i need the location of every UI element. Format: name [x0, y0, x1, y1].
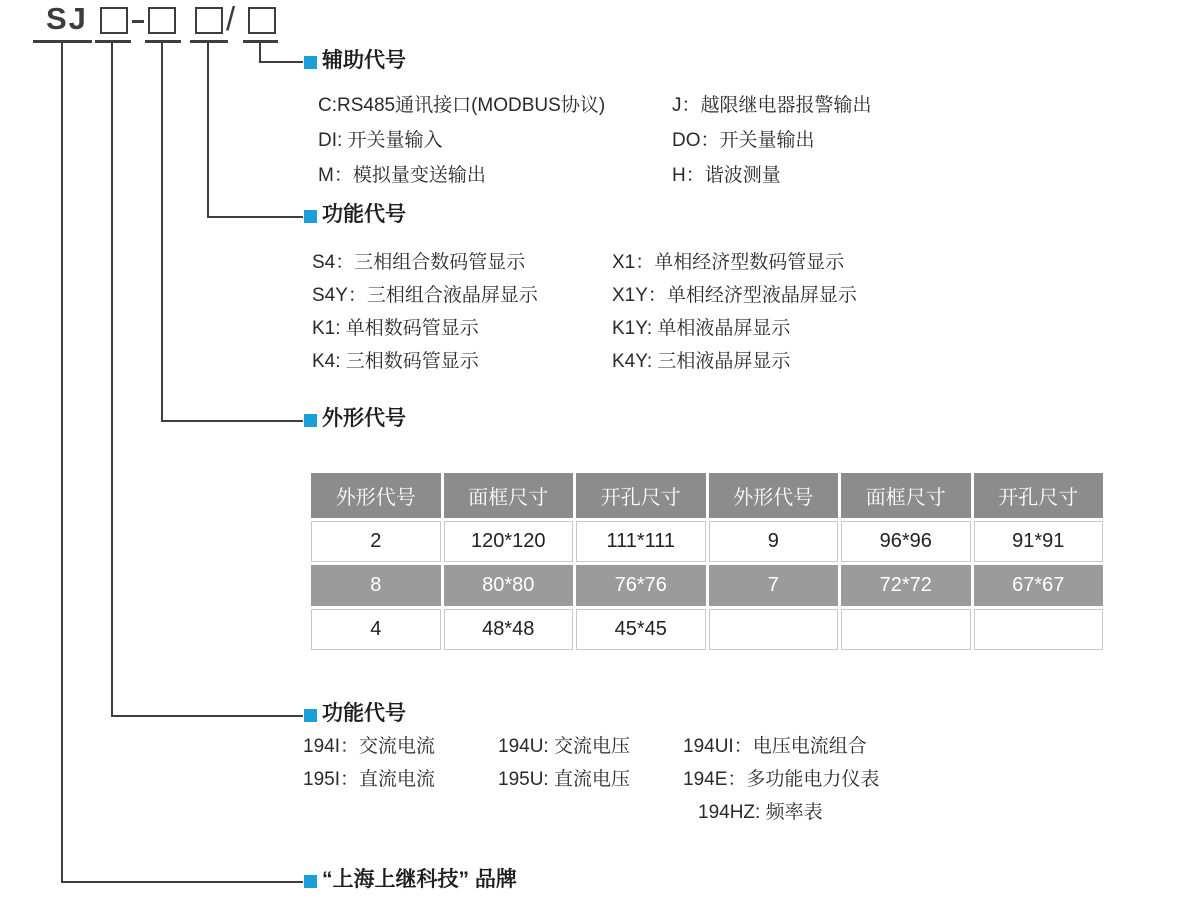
code-item: M：模拟量变送输出 — [318, 165, 486, 186]
table-header-cell: 外形代号 — [311, 473, 441, 518]
section-title-shape: 外形代号 — [322, 407, 406, 430]
table-row — [311, 565, 1103, 606]
code-item: K1Y: 单相液晶屏显示 — [612, 318, 791, 339]
code-item: DO：开关量输出 — [672, 130, 815, 151]
table-header-cell: 开孔尺寸 — [974, 473, 1104, 518]
code-item: 194U: 交流电压 — [498, 736, 630, 757]
shape-code-table — [308, 470, 1106, 653]
model-digit-box-1 — [100, 7, 128, 34]
accent-square-shape — [304, 414, 317, 427]
model-prefix: SJ — [46, 1, 88, 36]
hline-auxiliary — [259, 61, 303, 63]
table-cell: 72*72 — [841, 565, 971, 606]
table-cell: 120*120 — [444, 521, 574, 562]
model-digit-box-4 — [248, 7, 276, 34]
table-cell: 8 — [311, 565, 441, 606]
table-cell: 45*45 — [576, 609, 706, 650]
hline-brand — [61, 881, 303, 883]
code-item: 195I：直流电流 — [303, 769, 435, 790]
tbar-box-1 — [95, 40, 131, 43]
display-code-list — [312, 250, 857, 375]
table-cell: 67*67 — [974, 565, 1104, 606]
vline-auxiliary — [259, 42, 261, 63]
tbar-box-2 — [145, 40, 181, 43]
table-header-cell: 外形代号 — [709, 473, 839, 518]
accent-square-display — [304, 210, 317, 223]
code-item — [498, 800, 683, 826]
table-cell: 7 — [709, 565, 839, 606]
table-cell — [841, 609, 971, 650]
table-cell: 96*96 — [841, 521, 971, 562]
table-cell: 80*80 — [444, 565, 574, 606]
vline-display — [207, 42, 209, 218]
table-cell: 76*76 — [576, 565, 706, 606]
code-item: 194UI：电压电流组合 — [683, 736, 867, 757]
code-item: S4Y：三相组合液晶屏显示 — [312, 285, 538, 306]
code-item: DI: 开关量输入 — [318, 130, 443, 151]
table-row — [311, 609, 1103, 650]
table-header-row — [311, 473, 1103, 518]
code-item: S4：三相组合数码管显示 — [312, 252, 526, 273]
hline-shape — [161, 420, 303, 422]
section-title-auxiliary: 辅助代号 — [322, 49, 406, 72]
tbar-box-3 — [190, 40, 228, 43]
vline-shape — [161, 42, 163, 422]
code-item: 194HZ: 频率表 — [698, 802, 823, 823]
code-item: 194I：交流电流 — [303, 736, 435, 757]
code-item — [303, 800, 498, 826]
section-title-function: 功能代号 — [322, 702, 406, 725]
table-cell — [709, 609, 839, 650]
table-row — [311, 521, 1103, 562]
brand-label: “上海上继科技” 品牌 — [322, 868, 517, 891]
table-cell: 111*111 — [576, 521, 706, 562]
vline-function — [111, 42, 113, 717]
slash-separator: / — [226, 0, 236, 37]
dash-separator — [132, 20, 144, 23]
table-cell: 9 — [709, 521, 839, 562]
model-digit-box-3 — [195, 7, 223, 34]
table-cell: 4 — [311, 609, 441, 650]
code-item: X1：单相经济型数码管显示 — [612, 252, 845, 273]
hline-function — [111, 715, 303, 717]
table-cell: 2 — [311, 521, 441, 562]
code-item: 194E：多功能电力仪表 — [683, 769, 880, 790]
model-digit-box-2 — [148, 7, 176, 34]
section-title-display: 功能代号 — [322, 203, 406, 226]
code-item: C:RS485通讯接口(MODBUS协议) — [318, 95, 606, 116]
table-header-cell: 开孔尺寸 — [576, 473, 706, 518]
code-item: K4: 三相数码管显示 — [312, 351, 479, 372]
vline-brand — [61, 42, 63, 883]
table-header-cell: 面框尺寸 — [841, 473, 971, 518]
code-item: K1: 单相数码管显示 — [312, 318, 479, 339]
code-item: K4Y: 三相液晶屏显示 — [612, 351, 791, 372]
auxiliary-code-list — [318, 93, 872, 189]
code-item: J：越限继电器报警输出 — [672, 95, 872, 116]
table-cell — [974, 609, 1104, 650]
code-item: 195U: 直流电压 — [498, 769, 630, 790]
accent-square-function — [304, 709, 317, 722]
table-cell: 91*91 — [974, 521, 1104, 562]
accent-square-auxiliary — [304, 56, 317, 69]
code-item: X1Y：单相经济型液晶屏显示 — [612, 285, 857, 306]
table-cell: 48*48 — [444, 609, 574, 650]
table-header-cell: 面框尺寸 — [444, 473, 574, 518]
hline-display — [207, 216, 303, 218]
accent-square-brand — [304, 875, 317, 888]
code-item: H：谐波测量 — [672, 165, 781, 186]
function-code-list — [303, 734, 879, 826]
